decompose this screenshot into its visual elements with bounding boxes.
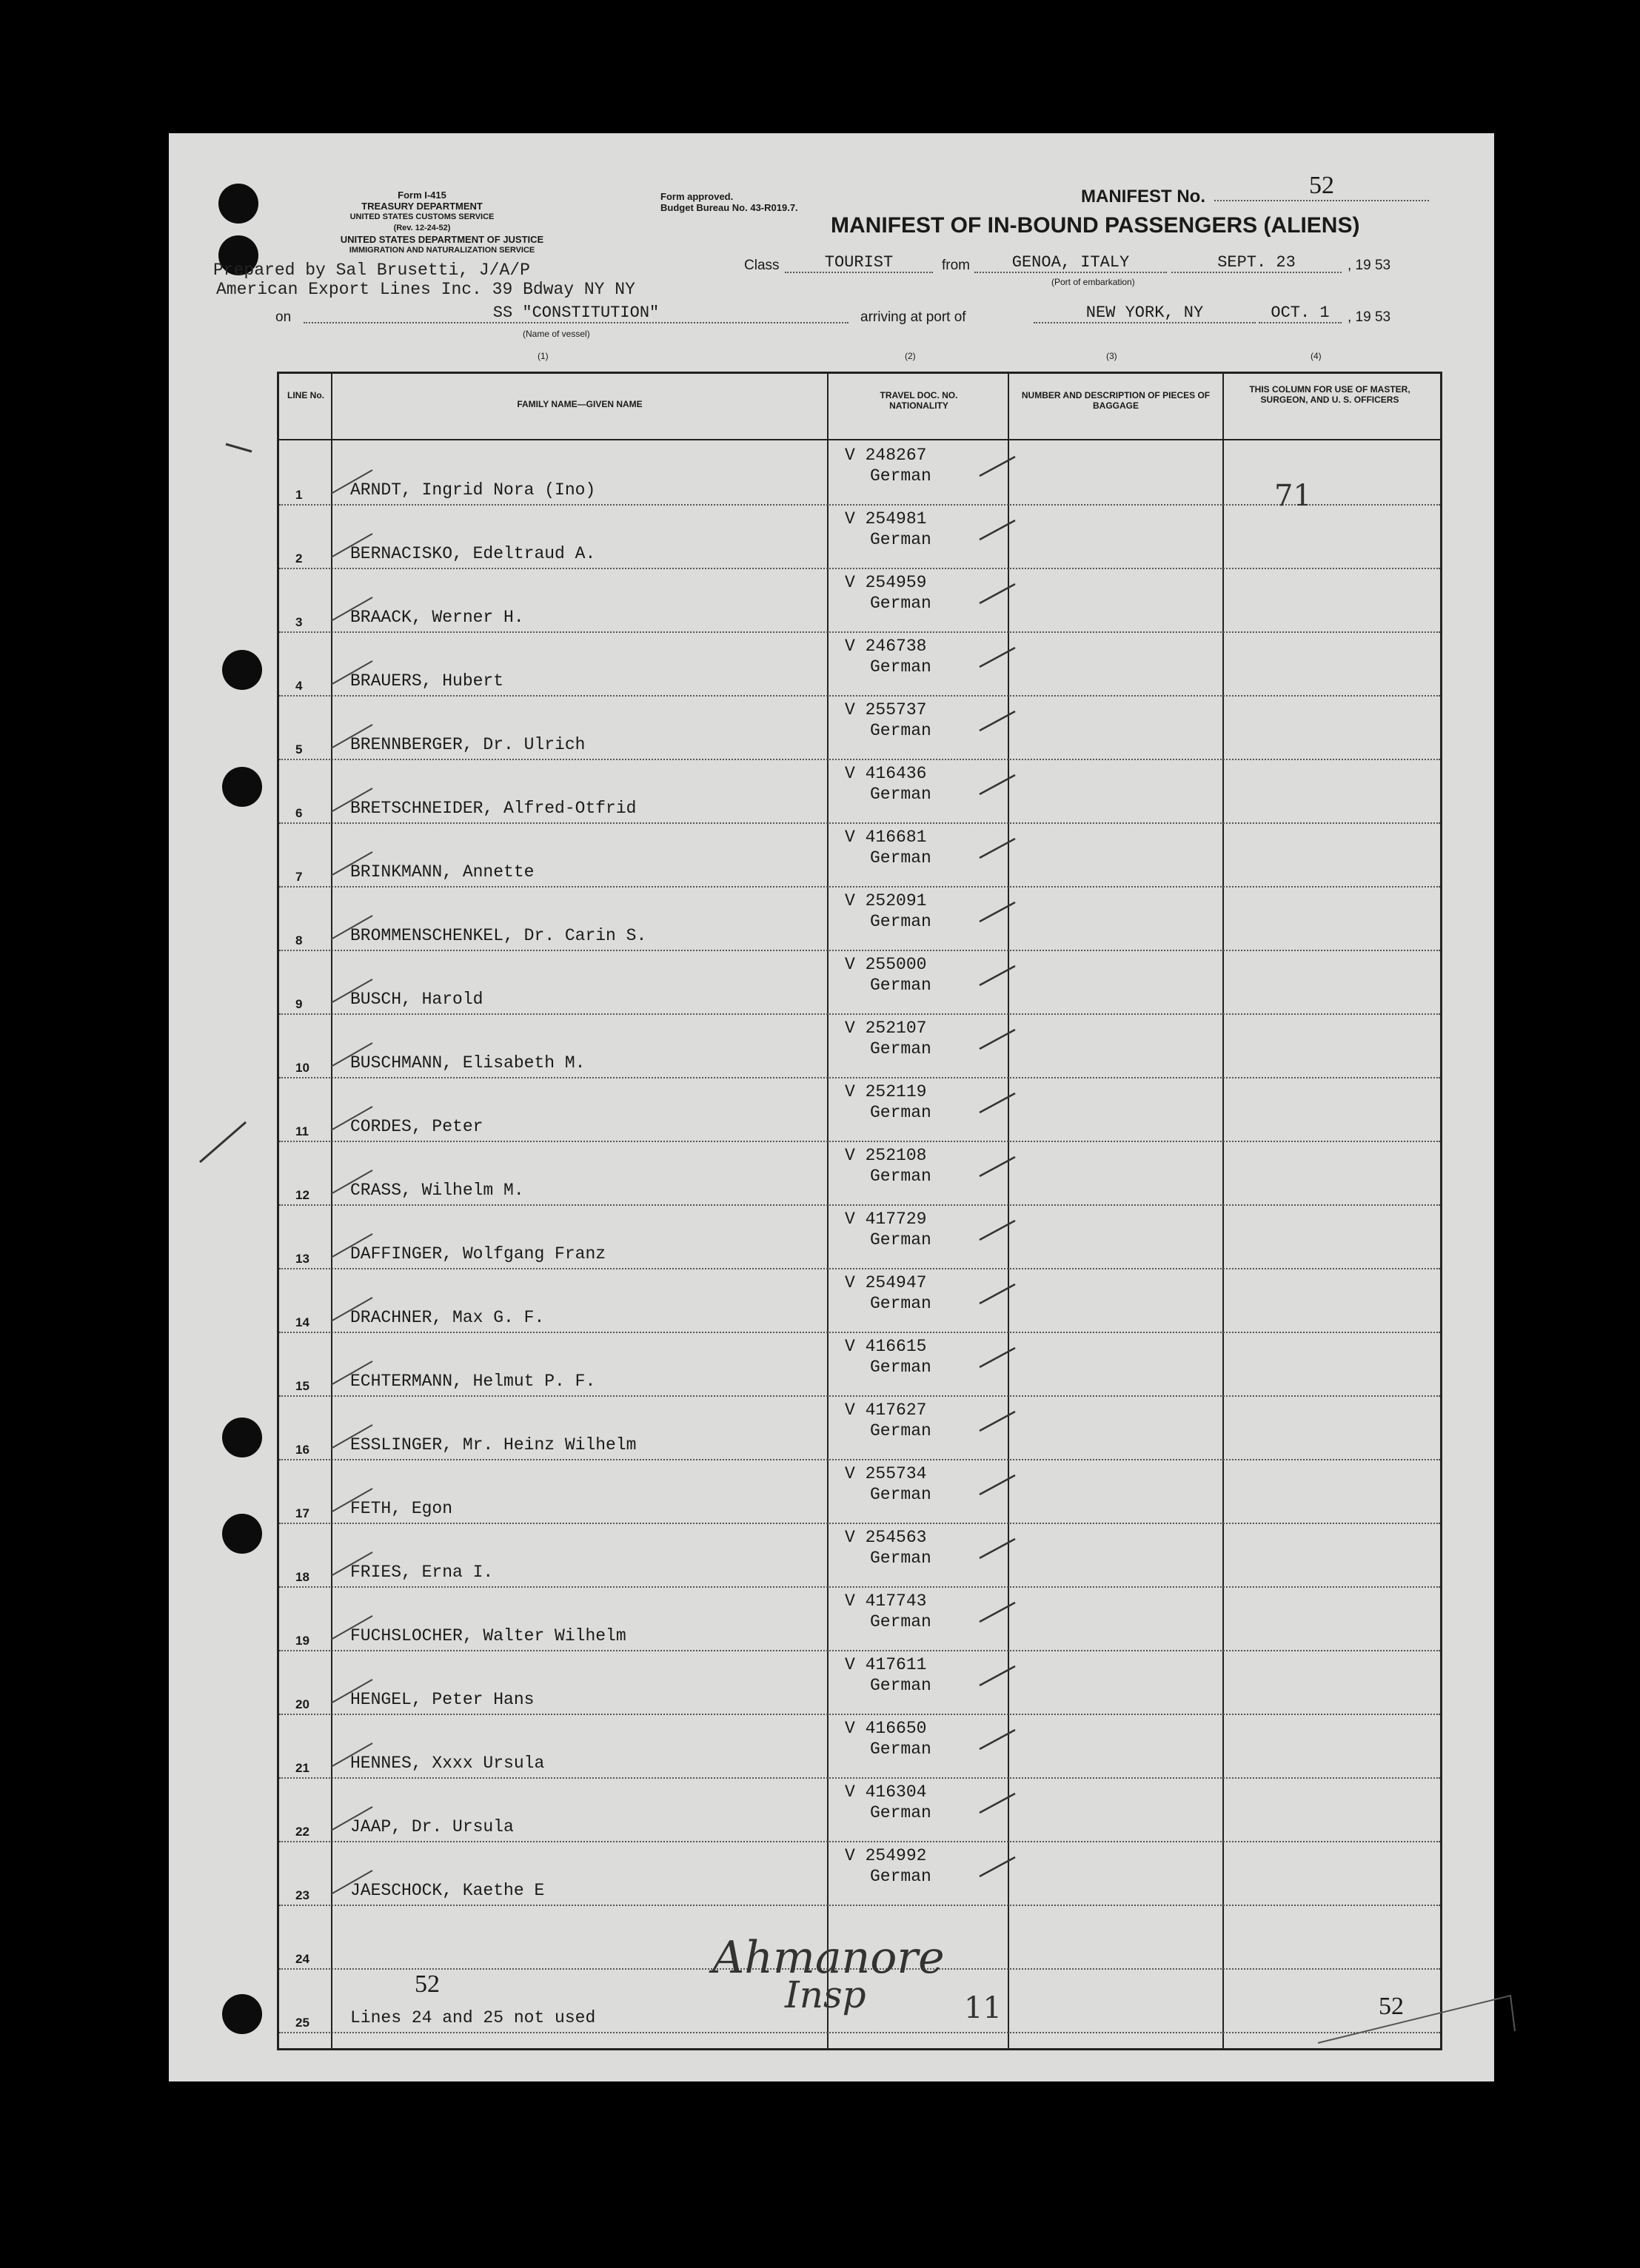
header-baggage: NUMBER AND DESCRIPTION OF PIECES OF BAGGAGE: [1021, 390, 1211, 411]
travel-doc-number: V 248267: [845, 446, 927, 465]
shipping-company: American Export Lines Inc. 39 Bdway NY NY: [216, 280, 635, 299]
inspector-signature: Ahmanore: [712, 1932, 945, 1984]
line-number: 17: [295, 1506, 309, 1520]
footer-mark: 11: [964, 1991, 1002, 2025]
inspector-title: Insp: [785, 1973, 866, 2016]
column-number-1: (1): [538, 351, 549, 361]
travel-doc-number: V 254947: [845, 1273, 927, 1292]
header-officers: THIS COLUMN FOR USE OF MASTER, SURGEON, AND U. S. OFFICERS: [1249, 384, 1410, 405]
arrival-year: , 19 53: [1348, 309, 1391, 325]
travel-doc-number: V 255734: [845, 1464, 927, 1483]
header-line-no: LINE No.: [287, 390, 324, 400]
line-number: 21: [295, 1761, 309, 1775]
passenger-name: ESSLINGER, Mr. Heinz Wilhelm: [350, 1435, 637, 1455]
nationality: German: [870, 721, 931, 740]
nationality: German: [870, 1803, 931, 1822]
manifest-number-value: 52: [1214, 172, 1429, 201]
line-number: 25: [295, 2016, 309, 2030]
line-number: 18: [295, 1570, 309, 1584]
embarkation-port: GENOA, ITALY: [974, 253, 1167, 273]
embarkation-year: , 19 53: [1348, 258, 1391, 273]
line-number: 22: [295, 1825, 309, 1839]
passenger-name: HENGEL, Peter Hans: [350, 1690, 535, 1709]
line-number: 9: [295, 997, 303, 1011]
travel-doc-number: V 252091: [845, 891, 927, 910]
form-department: TREASURY DEPARTMENT: [361, 201, 483, 212]
form-customs: UNITED STATES CUSTOMS SERVICE: [349, 212, 495, 221]
form-number: Form I-415: [398, 189, 446, 201]
passenger-name: JAESCHOCK, Kaethe E: [350, 1881, 545, 1900]
nationality: German: [870, 785, 931, 804]
passenger-name: BRETSCHNEIDER, Alfred-Otfrid: [350, 799, 637, 818]
passenger-name: CORDES, Peter: [350, 1117, 483, 1136]
travel-doc-number: V 254959: [845, 573, 927, 592]
manifest-number-label: MANIFEST No.: [1081, 187, 1205, 207]
vessel-name: SS "CONSTITUTION": [304, 303, 849, 323]
passenger-name: BUSCHMANN, Elisabeth M.: [350, 1053, 586, 1073]
nationality: German: [870, 1739, 931, 1759]
line-number: 24: [295, 1952, 309, 1966]
passenger-name: DAFFINGER, Wolfgang Franz: [350, 1244, 606, 1264]
embarkation-port-note: (Port of embarkation): [1051, 277, 1135, 287]
nationality: German: [870, 848, 931, 868]
passenger-name: ECHTERMANN, Helmut P. F.: [350, 1372, 596, 1391]
on-label: on: [275, 309, 292, 325]
line-number: 16: [295, 1443, 309, 1457]
header-travel-doc: TRAVEL DOC. NO. NATIONALITY: [880, 390, 958, 411]
travel-doc-number: V 255000: [845, 955, 927, 974]
nationality: German: [870, 1485, 931, 1504]
arrival-date: OCT. 1: [1259, 303, 1342, 323]
arrival-port: NEW YORK, NY: [1034, 303, 1256, 323]
vessel-name-note: (Name of vessel): [523, 329, 590, 339]
page-title: MANIFEST OF IN-BOUND PASSENGERS (ALIENS): [831, 213, 1360, 238]
travel-doc-number: V 254981: [845, 509, 927, 529]
passenger-name: BRAUERS, Hubert: [350, 671, 504, 691]
budget-bureau-label: Budget Bureau No. 43-R019.7.: [660, 202, 798, 213]
passenger-name: CRASS, Wilhelm M.: [350, 1181, 524, 1200]
embarkation-date: SEPT. 23: [1171, 253, 1342, 273]
passenger-name: BERNACISKO, Edeltraud A.: [350, 544, 596, 563]
line-number: 19: [295, 1634, 309, 1648]
travel-doc-number: V 416304: [845, 1782, 927, 1802]
line-number: 7: [295, 870, 303, 884]
nationality: German: [870, 1676, 931, 1695]
travel-doc-number: V 246738: [845, 637, 927, 656]
line-number: 3: [295, 615, 303, 629]
line-number: 2: [295, 551, 303, 566]
line-number: 11: [295, 1124, 309, 1138]
line-number: 6: [295, 806, 303, 820]
nationality: German: [870, 1039, 931, 1058]
travel-doc-number: V 417627: [845, 1400, 927, 1420]
nationality: German: [870, 1612, 931, 1631]
header-family-name: FAMILY NAME—GIVEN NAME: [517, 399, 643, 409]
travel-doc-number: V 416650: [845, 1719, 927, 1738]
nationality: German: [870, 1230, 931, 1249]
line-number: 12: [295, 1188, 309, 1202]
line-number: 4: [295, 679, 303, 693]
form-revision: (Rev. 12-24-52): [393, 224, 451, 232]
line-number: 23: [295, 1888, 309, 1902]
nationality: German: [870, 466, 931, 486]
nationality: German: [870, 594, 931, 613]
column-number-4: (4): [1311, 351, 1322, 361]
line-number: 10: [295, 1061, 309, 1075]
nationality: German: [870, 1421, 931, 1440]
passenger-name: Lines 24 and 25 not used: [350, 2008, 596, 2027]
officer-mark: 71: [1274, 479, 1312, 513]
justice-dept-label: UNITED STATES DEPARTMENT OF JUSTICE: [340, 234, 544, 245]
travel-doc-number: V 416436: [845, 764, 927, 783]
ins-label: IMMIGRATION AND NATURALIZATION SERVICE: [349, 246, 535, 255]
footer-passenger-count: 52: [415, 1970, 440, 1998]
nationality: German: [870, 1103, 931, 1122]
travel-doc-number: V 417611: [845, 1655, 927, 1674]
class-value: TOURIST: [785, 253, 933, 273]
passenger-name: FUCHSLOCHER, Walter Wilhelm: [350, 1626, 626, 1645]
nationality: German: [870, 1549, 931, 1568]
travel-doc-number: V 255737: [845, 700, 927, 719]
passenger-name: JAAP, Dr. Ursula: [350, 1817, 514, 1836]
nationality: German: [870, 912, 931, 931]
passenger-name: DRACHNER, Max G. F.: [350, 1308, 545, 1327]
travel-doc-number: V 252108: [845, 1146, 927, 1165]
line-number: 1: [295, 488, 303, 502]
passenger-name: BRENNBERGER, Dr. Ulrich: [350, 735, 586, 754]
nationality: German: [870, 530, 931, 549]
travel-doc-number: V 252119: [845, 1082, 927, 1101]
travel-doc-number: V 254563: [845, 1528, 927, 1547]
passenger-name: BRINKMANN, Annette: [350, 862, 535, 882]
footer-manifest-number: 52: [1379, 1993, 1404, 2020]
nationality: German: [870, 1294, 931, 1313]
passenger-name: FRIES, Erna I.: [350, 1563, 494, 1582]
nationality: German: [870, 1358, 931, 1377]
passenger-name: FETH, Egon: [350, 1499, 453, 1518]
approval-label: Form approved.: [660, 191, 734, 202]
travel-doc-number: V 416681: [845, 828, 927, 847]
passenger-name: BROMMENSCHENKEL, Dr. Carin S.: [350, 926, 647, 945]
line-number: 5: [295, 742, 303, 756]
line-number: 15: [295, 1379, 309, 1393]
column-number-2: (2): [905, 351, 916, 361]
arriving-label: arriving at port of: [860, 309, 966, 325]
line-number: 14: [295, 1315, 309, 1329]
column-number-3: (3): [1106, 351, 1117, 361]
nationality: German: [870, 1167, 931, 1186]
passenger-name: ARNDT, Ingrid Nora (Ino): [350, 480, 596, 500]
from-label: from: [942, 258, 970, 273]
passenger-name: HENNES, Xxxx Ursula: [350, 1754, 545, 1773]
line-number: 13: [295, 1252, 309, 1266]
travel-doc-number: V 254992: [845, 1846, 927, 1865]
nationality: German: [870, 976, 931, 995]
line-number: 20: [295, 1697, 309, 1711]
travel-doc-number: V 252107: [845, 1019, 927, 1038]
nationality: German: [870, 1867, 931, 1886]
nationality: German: [870, 657, 931, 677]
passenger-name: BRAACK, Werner H.: [350, 608, 524, 627]
line-number: 8: [295, 933, 303, 947]
prepared-by: Prepared by Sal Brusetti, J/A/P: [213, 261, 530, 280]
travel-doc-number: V 416615: [845, 1337, 927, 1356]
passenger-name: BUSCH, Harold: [350, 990, 483, 1009]
class-label: Class: [744, 258, 780, 273]
travel-doc-number: V 417729: [845, 1210, 927, 1229]
travel-doc-number: V 417743: [845, 1591, 927, 1611]
